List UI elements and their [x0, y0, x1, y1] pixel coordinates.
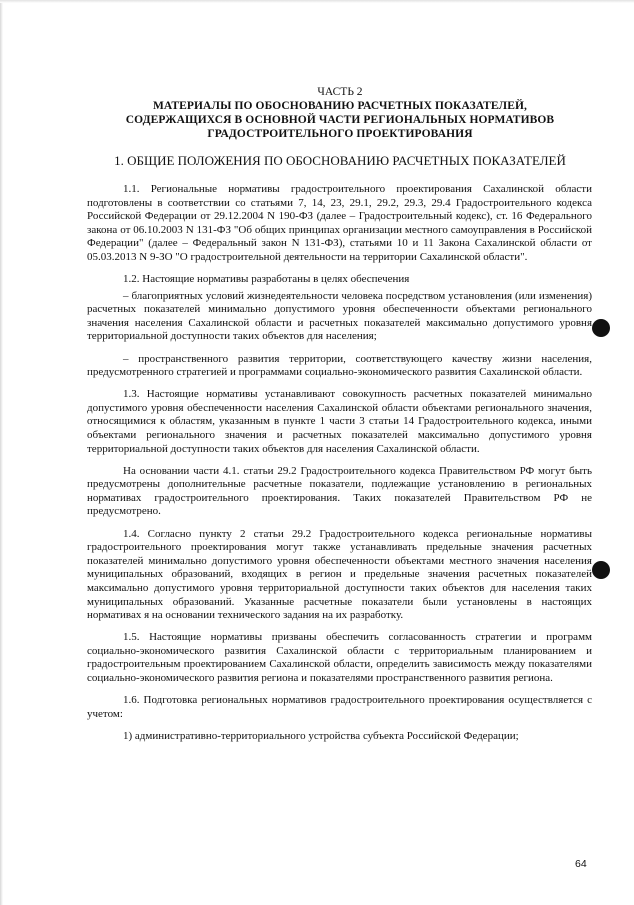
part-header: [80, 85, 600, 141]
paragraph-1-1: 1.1. Региональные нормативы градостроительного проектирования Сахалинской области подготовлены в соответствии со статьями 7, 14, 23, 29.1, 29.2, 29.3, 29.4 Градостроительного кодекса Российской Федерации от 29.12.2004 N 190-ФЗ (далее – Градостроительный кодекс), ст. 16 Федерального закона от 06.10.2003 N 131-ФЗ "Об общих принципах организации местного самоуправления в Российской Федерации" (далее – Федеральный закон N 131-ФЗ), статьями 10 и 11 Закона Сахалинской области от 05.03.2013 N 9-ЗО "О градостроительной деятельности на территории Сахалинской области".: [87, 183, 592, 263]
paragraph-1-6: 1.6. Подготовка региональных нормативов градостроительного проектирования осуществляется с учетом:: [87, 694, 592, 720]
scan-edge: [0, 0, 3, 905]
part-title-line-2: СОДЕРЖАЩИХСЯ В ОСНОВНОЙ ЧАСТИ РЕГИОНАЛЬНЫХ НОРМАТИВОВ: [125, 114, 555, 126]
paragraph-1-6-item-1: 1) административно-территориального устройства субъекта Российской Федерации;: [123, 729, 519, 742]
document-body: [87, 183, 592, 752]
paragraph-1-2-item-2: – пространственного развития территории, соответствующего качеству жизни населения, предусмотренного стратегией и программами социально-экономического развития Сахалинской области.: [87, 352, 592, 379]
part-label: ЧАСТЬ 2: [317, 86, 363, 98]
paragraph-1-2: 1.2. Настоящие нормативы разработаны в целях обеспечения: [123, 273, 410, 286]
paragraph-1-3: 1.3. Настоящие нормативы устанавливают совокупность расчетных показателей минимально допустимого уровня обеспеченности населения Сахалинской области объектами регионального значения, относящимися к областям, указанным в пункте 1 части 3 статьи 14 Градостроительного кодекса, иными объектами регионального значения и расчетных показателей максимально допустимого уровня территориальной доступности таких объектов для населения Сахалинской области.: [87, 388, 592, 455]
paragraph-1-4: 1.4. Согласно пункту 2 статьи 29.2 Градостроительного кодекса региональные нормативы градостроительного проектирования могут также устанавливать предельные значения расчетных показателей минимально допустимого уровня обеспеченности объектами местного значения населения муниципальных образований, входящих в регион и предельные значения расчетных показателей максимально допустимого уровня территориальной доступности таких объектов для населения таких муниципальных образований. Указанные расчетные показатели были установлены в настоящих нормативах я на основании технического задания на их разработку.: [87, 527, 592, 622]
scan-top-edge: [0, 0, 634, 3]
paragraph-1-2-item-1: – благоприятных условий жизнедеятельности человека посредством установления (или изменения) расчетных показателей минимально допустимого уровня обеспеченности объектами регионального значения населения Сахалинской области и расчетных показателей максимально допустимого уровня территориальной доступности таких объектов для населения;: [87, 289, 592, 343]
section-heading: 1. ОБЩИЕ ПОЛОЖЕНИЯ ПО ОБОСНОВАНИЮ РАСЧЕТНЫХ ПОКАЗАТЕЛЕЙ: [114, 153, 566, 168]
punch-hole: [592, 319, 610, 337]
paragraph-1-3-note: На основании части 4.1. статьи 29.2 Градостроительного кодекса Правительством РФ могут быть предусмотрены дополнительные расчетные показатели, подлежащие установлению в региональных нормативах градостроительного проектирования. Таких показателей Правительством РФ не предусмотрено.: [87, 464, 592, 518]
paragraph-1-5: 1.5. Настоящие нормативы призваны обеспечить согласованность стратегии и программ социально-экономического развития Сахалинской области с территориальным планированием и градостроительным проектированием Сахалинской области, определить зависимость между показателями социально-экономического развития региона и показателями пространственного развития региона.: [87, 631, 592, 684]
punch-hole: [592, 561, 610, 579]
page-number: 64: [575, 858, 587, 870]
part-title-line-1: МАТЕРИАЛЫ ПО ОБОСНОВАНИЮ РАСЧЕТНЫХ ПОКАЗАТЕЛЕЙ,: [152, 100, 528, 112]
part-title-line-3: ГРАДОСТРОИТЕЛЬНОГО ПРОЕКТИРОВАНИЯ: [207, 128, 473, 140]
